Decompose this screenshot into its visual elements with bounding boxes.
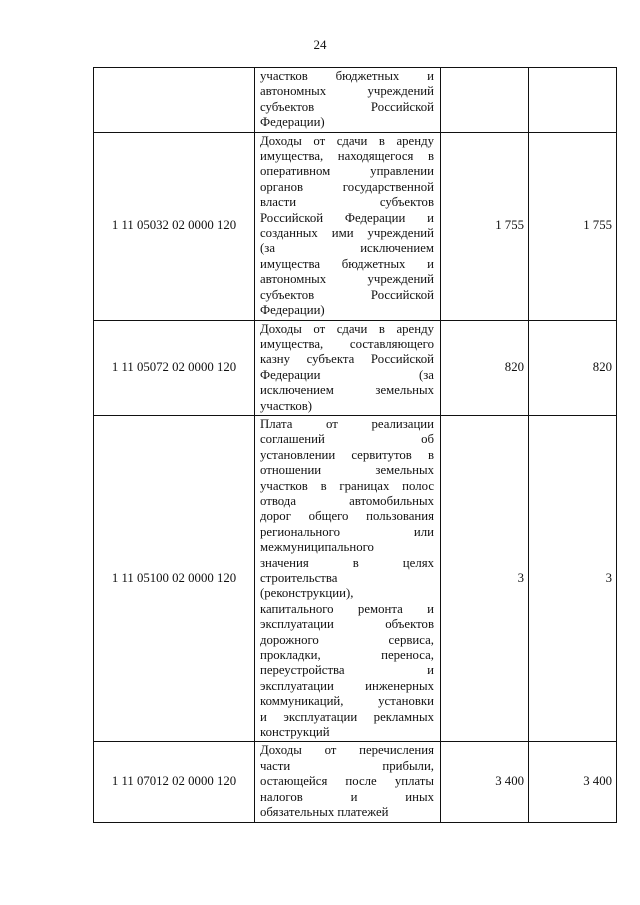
revenue-name-line: переустройства и (260, 663, 434, 678)
revenue-name-line: органов государственной (260, 179, 434, 194)
revenue-name-line: Федерации) (260, 303, 325, 318)
amount-cell-2: 3 400 (529, 742, 617, 822)
revenue-name-line: обязательных платежей (260, 805, 389, 820)
revenue-name-line: прокладки, переноса, (260, 648, 434, 663)
table-row (94, 415, 617, 742)
revenue-name-line: власти субъектов (260, 195, 434, 210)
table-row (94, 742, 617, 822)
revenue-name-cell (255, 68, 441, 133)
amount-cell-1: 3 (441, 415, 529, 742)
page-number: 24 (313, 37, 327, 52)
revenue-name-line: Доходы от сдачи в аренду (260, 133, 434, 148)
revenue-name-line: Доходы от сдачи в аренду (260, 321, 434, 336)
revenue-code-cell (94, 68, 255, 133)
revenue-name-line: регионального или (260, 524, 434, 539)
revenue-name-line: отвода автомобильных (260, 493, 434, 508)
revenue-code-cell: 1 11 05032 02 0000 120 (94, 132, 255, 320)
amount-cell-1: 3 400 (441, 742, 529, 822)
revenue-name-cell (255, 320, 441, 415)
revenue-name-line: оперативном управлении (260, 164, 434, 179)
amount-cell-1: 1 755 (441, 132, 529, 320)
revenue-name-line: Федерации (за (260, 367, 434, 382)
revenue-name-line: и эксплуатации рекламных (260, 709, 434, 724)
revenue-name-line: имущества бюджетных и (260, 256, 434, 271)
revenue-name-line: Плата от реализации (260, 416, 434, 431)
revenue-name-line: участков бюджетных и (260, 69, 434, 83)
revenue-code-cell: 1 11 05072 02 0000 120 (94, 320, 255, 415)
revenue-name-line: имущества, находящегося в (260, 149, 434, 164)
revenue-name-line: капитального ремонта и (260, 601, 434, 616)
revenue-name-line: казну субъекта Российской (260, 352, 434, 367)
revenue-name-line: строительства (260, 571, 338, 585)
table-row (94, 68, 617, 133)
revenue-name-line: исключением земельных (260, 383, 434, 398)
amount-cell-1: 820 (441, 320, 529, 415)
revenue-name-line: субъектов Российской (260, 99, 434, 114)
table-row (94, 320, 617, 415)
revenue-table (93, 67, 617, 823)
revenue-name-line: эксплуатации объектов (260, 617, 434, 632)
amount-cell-2: 3 (529, 415, 617, 742)
revenue-name-line: дорожного сервиса, (260, 632, 434, 647)
amount-cell-2: 1 755 (529, 132, 617, 320)
revenue-name-cell (255, 742, 441, 822)
revenue-name-line: имущества, составляющего (260, 336, 434, 351)
revenue-name-line: субъектов Российской (260, 287, 434, 302)
revenue-name-line: конструкций (260, 725, 330, 740)
revenue-code-cell: 1 11 07012 02 0000 120 (94, 742, 255, 822)
revenue-code-cell: 1 11 05100 02 0000 120 (94, 415, 255, 742)
revenue-name-line: отношении земельных (260, 463, 434, 478)
amount-cell-2 (529, 68, 617, 133)
revenue-name-line: остающейся после уплаты (260, 774, 434, 789)
revenue-name-line: Федерации) (260, 115, 325, 130)
revenue-name-line: автономных учреждений (260, 84, 434, 99)
revenue-name-line: налогов и иных (260, 789, 434, 804)
table-row (94, 132, 617, 320)
revenue-name-line: участков) (260, 398, 313, 413)
revenue-name-line: дорог общего пользования (260, 509, 434, 524)
revenue-name-line: Российской Федерации и (260, 210, 434, 225)
revenue-name-line: эксплуатации инженерных (260, 678, 434, 693)
revenue-name-line: участков в границах полос (260, 478, 434, 493)
revenue-name-line: Доходы от перечисления (260, 743, 434, 758)
revenue-name-line: межмуниципального (260, 540, 374, 555)
revenue-name-line: (за исключением (260, 241, 434, 256)
revenue-name-line: автономных учреждений (260, 272, 434, 287)
revenue-name-line: соглашений об (260, 432, 434, 447)
revenue-name-cell (255, 415, 441, 742)
revenue-name-line: (реконструкции), (260, 586, 354, 601)
revenue-name-line: созданных ими учреждений (260, 226, 434, 241)
revenue-name-line: коммуникаций, установки (260, 694, 434, 709)
revenue-name-line: установлении сервитутов в (260, 447, 434, 462)
revenue-name-line: значения в целях (260, 555, 434, 570)
amount-cell-1 (441, 68, 529, 133)
amount-cell-2: 820 (529, 320, 617, 415)
revenue-name-line: части прибыли, (260, 758, 434, 773)
revenue-name-cell (255, 132, 441, 320)
